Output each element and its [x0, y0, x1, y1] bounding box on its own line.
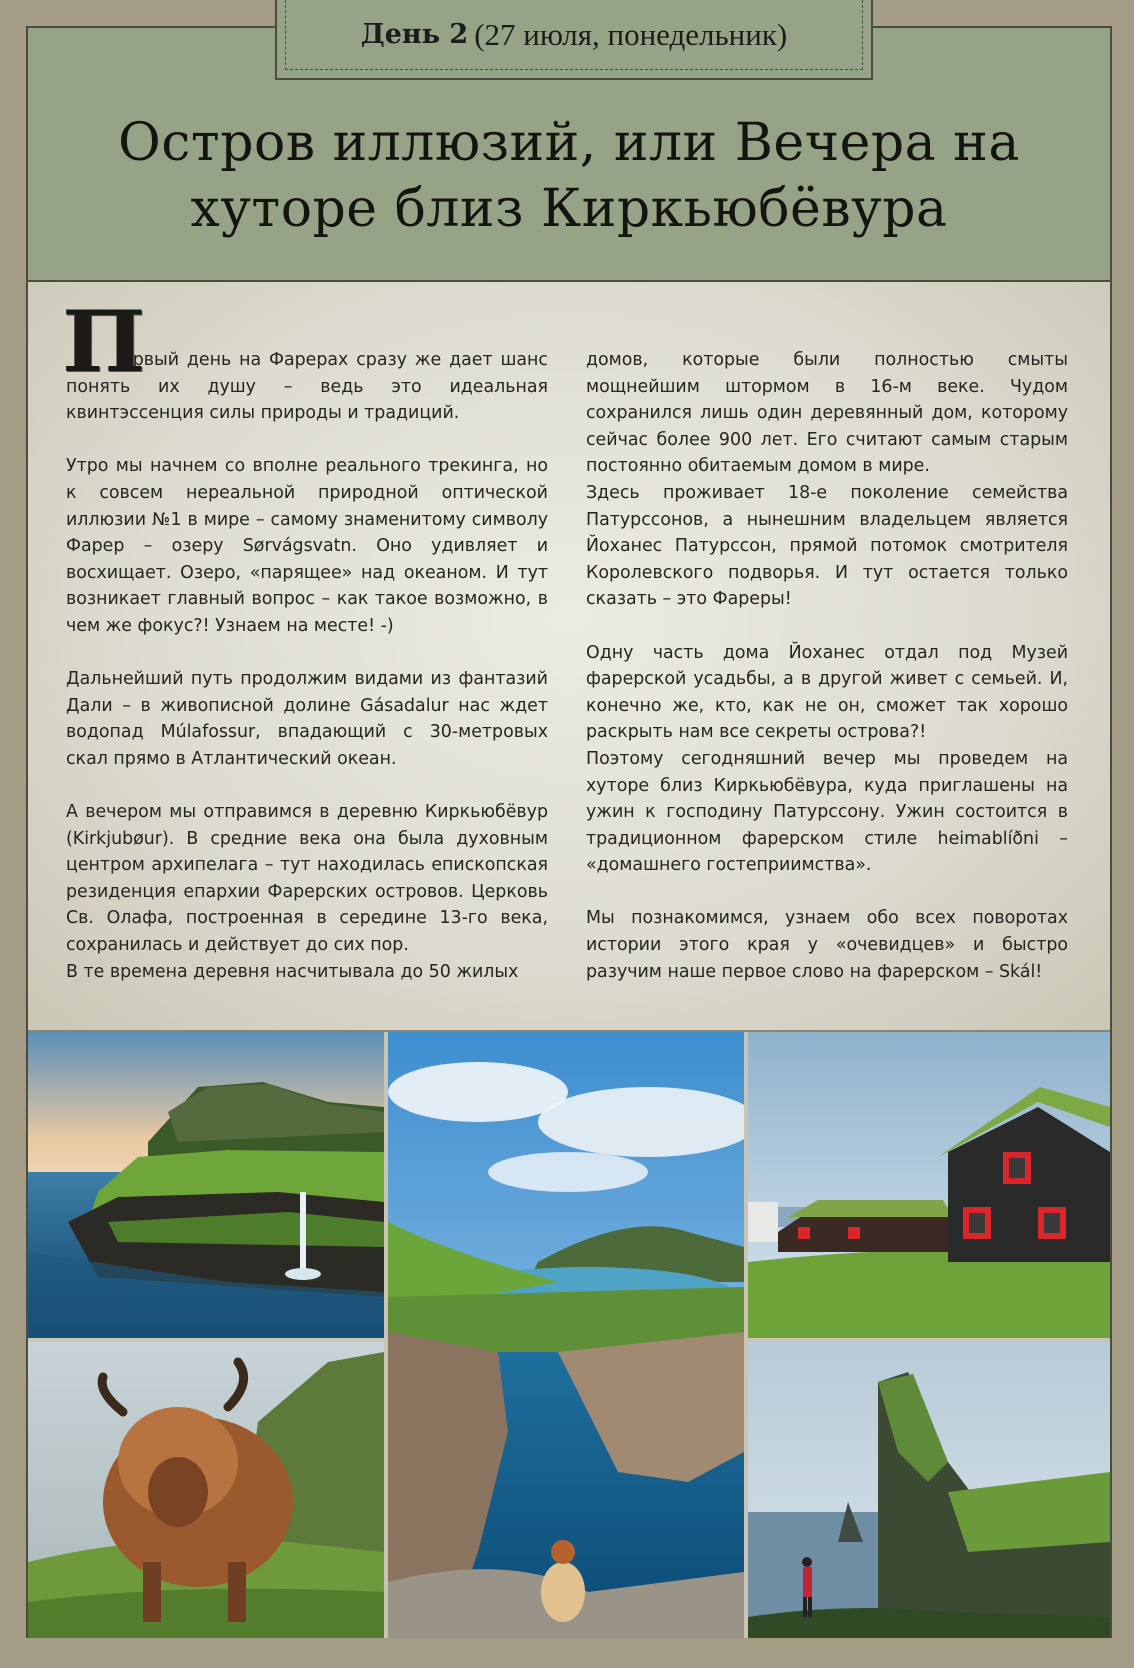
day-date: (27 июля, понедельник): [474, 16, 788, 52]
paragraph-trekking: Утро мы начнем со вполне реального трекинга, но к совсем нереальной природной оптической иллюзии №1 в мире – самому знаменитому символу Фарер – озеру Sørvágsvatn. Оно удивляет и восхищает. Озеро, «парящее» над океаном. И тут возникает главный вопрос – как такое возможно, в чем же фокус?! Узнаем на месте! -): [66, 456, 548, 636]
paragraph-waterfall: Дальнейший путь продолжим видами из фантазий Дали – в живописной долине Gásadalur нас ждет водопад Múlafossur, впадающий с 30-метровых скал прямо в Атлантический океан.: [66, 669, 548, 769]
right-column: [586, 347, 1068, 985]
paragraph-dinner: Поэтому сегодняшний вечер мы проведем на хуторе близ Киркьюбёвура, куда приглашены на ужин к господину Патурссону. Ужин состоится в традиционном фарерском стиле heimablíðni – «домашнего гостеприимства».: [586, 748, 1068, 876]
turf-roof-house-photo: [748, 1032, 1110, 1338]
day-number: День 2: [360, 19, 469, 50]
highland-cow-photo: [28, 1342, 384, 1638]
day-tab-label: [285, 0, 863, 70]
dropcap: П: [62, 292, 146, 391]
paragraph-village: В те времена деревня насчитывала до 50 жилых: [66, 961, 519, 982]
intro-paragraph: [62, 292, 548, 427]
lake-above-ocean-photo: [388, 1032, 744, 1638]
paragraph-houses: домов, которые были полностью смыты мощнейшим штормом в 16-м веке. Чудом сохранился лишь один деревянный дом, которому сейчас более 900 лет. Его считают самым старым постоянно обитаемым домом в мире.: [586, 350, 1068, 477]
paragraph-intro-text: ервый день на Фарерах сразу же дает шанс понять их душу – ведь это идеальная квинтэссенция силы природы и традиций.: [66, 350, 548, 424]
paragraph-skal: Мы познакомимся, узнаем обо всех поворотах истории этого края у «очевидцев» и быстро разучим наше первое слово на фарерском – Skál!: [586, 908, 1068, 982]
title-line-2: хуторе близ Киркьюбёвура: [190, 179, 948, 239]
article-body: [28, 282, 1110, 1030]
paragraph-kirkjubour: А вечером мы отправимся в деревню Киркьюбёвур (Kirkjubøur). В средние века она была духовным центром архипелага – тут находилась епископская резиденция епархии Фарерских островов. Церковь Св. Олафа, построенная в середине 13-го века, сохранилась и действует до сих пор.: [66, 802, 548, 956]
page-title: [28, 110, 1110, 242]
title-line-1: Остров иллюзий, или Вечера на: [118, 113, 1020, 173]
day-tab: [275, 0, 873, 80]
paragraph-family: Здесь проживает 18-е поколение семейства Патурссонов, а нынешним владельцем является Йоханес Патурссон, прямой потомок смотрителя Королевского подворья. И тут остается только сказать – это Фареры!: [586, 482, 1068, 610]
sea-cliff-hiker-photo: [748, 1342, 1110, 1638]
photo-gallery: [28, 1032, 1110, 1638]
paragraph-museum: Одну часть дома Йоханес отдал под Музей фарерской усадьбы, а в другой живет с семьей. И, конечно же, кто, как не он, сможет так хорошо раскрыть нам все секреты острова?!: [586, 642, 1068, 743]
waterfall-cliff-photo: [28, 1032, 384, 1338]
left-column: [62, 292, 548, 985]
